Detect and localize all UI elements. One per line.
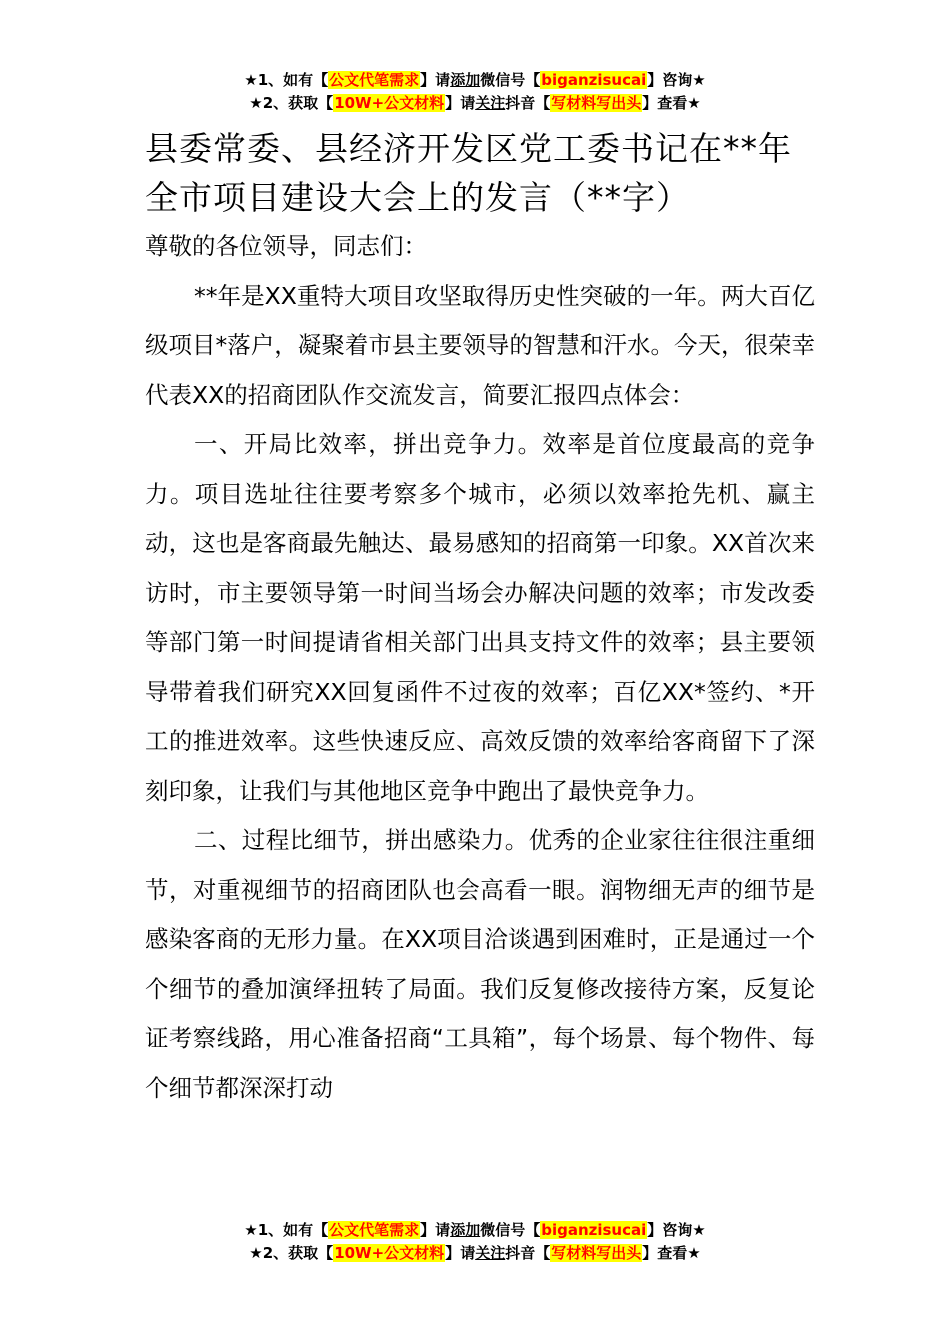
highlight-text: 写材料写出头 bbox=[551, 94, 642, 112]
banner-text: 微信号【 bbox=[480, 1221, 541, 1239]
document-body bbox=[145, 222, 815, 1113]
banner-text: 】咨询★ bbox=[647, 1221, 706, 1239]
banner-text: 】查看★ bbox=[642, 1244, 701, 1262]
highlight-text: 公文代笔需求 bbox=[329, 71, 420, 89]
banner-text: 】请 bbox=[420, 1221, 451, 1239]
document-title: 县委常委、县经济开发区党工委书记在**年全市项目建设大会上的发言（**字） bbox=[145, 129, 792, 217]
underlined-text: 添加 bbox=[450, 71, 481, 89]
banner-text: 】请 bbox=[445, 1244, 476, 1262]
banner-text: ★1、如有【 bbox=[244, 1221, 329, 1239]
highlight-text: 10W+公文材料 bbox=[334, 94, 445, 112]
highlight-text: 公文代笔需求 bbox=[329, 1221, 420, 1239]
banner-line-1 bbox=[0, 1220, 950, 1243]
highlight-text: 10W+公文材料 bbox=[334, 1244, 445, 1262]
banner-text: 抖音【 bbox=[505, 94, 551, 112]
salutation: 尊敬的各位领导，同志们： bbox=[145, 232, 427, 260]
banner-text: ★2、获取【 bbox=[249, 1244, 334, 1262]
highlight-text: 写材料写出头 bbox=[551, 1244, 642, 1262]
banner-text: 】请 bbox=[420, 71, 451, 89]
banner-line-1 bbox=[0, 70, 950, 93]
banner-text: 微信号【 bbox=[480, 71, 541, 89]
banner-text: 抖音【 bbox=[505, 1244, 551, 1262]
underlined-text: 添加 bbox=[450, 1221, 481, 1239]
paragraph-section-1: 一、开局比效率，拼出竞争力。效率是首位度最高的竞争力。项目选址往往要考察多个城市，必须以效率抢先机、赢主动，这也是客商最先触达、最易感知的招商第一印象。XX首次来访时，市主要领导第一时间当场会办解决问题的效率；市发改委等部门第一时间提请省相关部门出具支持文件的效率；县主要领导带着我们研究XX回复函件不过夜的效率；百亿XX*签约、*开工的推进效率。这些快速反应、高效反馈的效率给客商留下了深刻印象，让我们与其他地区竞争中跑出了最快竞争力。 bbox=[145, 430, 815, 805]
paragraph-section-2: 二、过程比细节，拼出感染力。优秀的企业家往往很注重细节，对重视细节的招商团队也会高看一眼。润物细无声的细节是感染客商的无形力量。在XX项目洽谈遇到困难时，正是通过一个个细节的叠加演绎扭转了局面。我们反复修改接待方案，反复论证考察线路，用心准备招商“工具箱”，每个场景、每个物件、每个细节都深深打动 bbox=[145, 826, 815, 1102]
highlight-text: biganzisucai bbox=[541, 1221, 647, 1239]
banner-text: ★1、如有【 bbox=[244, 71, 329, 89]
footer-banner bbox=[0, 1220, 950, 1266]
header-banner bbox=[0, 70, 950, 116]
banner-line-2 bbox=[0, 93, 950, 116]
banner-text: ★2、获取【 bbox=[249, 94, 334, 112]
banner-line-2 bbox=[0, 1243, 950, 1266]
paragraph-intro: **年是XX重特大项目攻坚取得历史性突破的一年。两大百亿级项目*落户，凝聚着市县主要领导的智慧和汗水。今天，很荣幸代表XX的招商团队作交流发言，简要汇报四点体会： bbox=[145, 281, 815, 409]
banner-text: 】请 bbox=[445, 94, 476, 112]
underlined-text: 关注 bbox=[475, 1244, 506, 1262]
banner-text: 】咨询★ bbox=[647, 71, 706, 89]
highlight-text: biganzisucai bbox=[541, 71, 647, 89]
banner-text: 】查看★ bbox=[642, 94, 701, 112]
underlined-text: 关注 bbox=[475, 94, 506, 112]
